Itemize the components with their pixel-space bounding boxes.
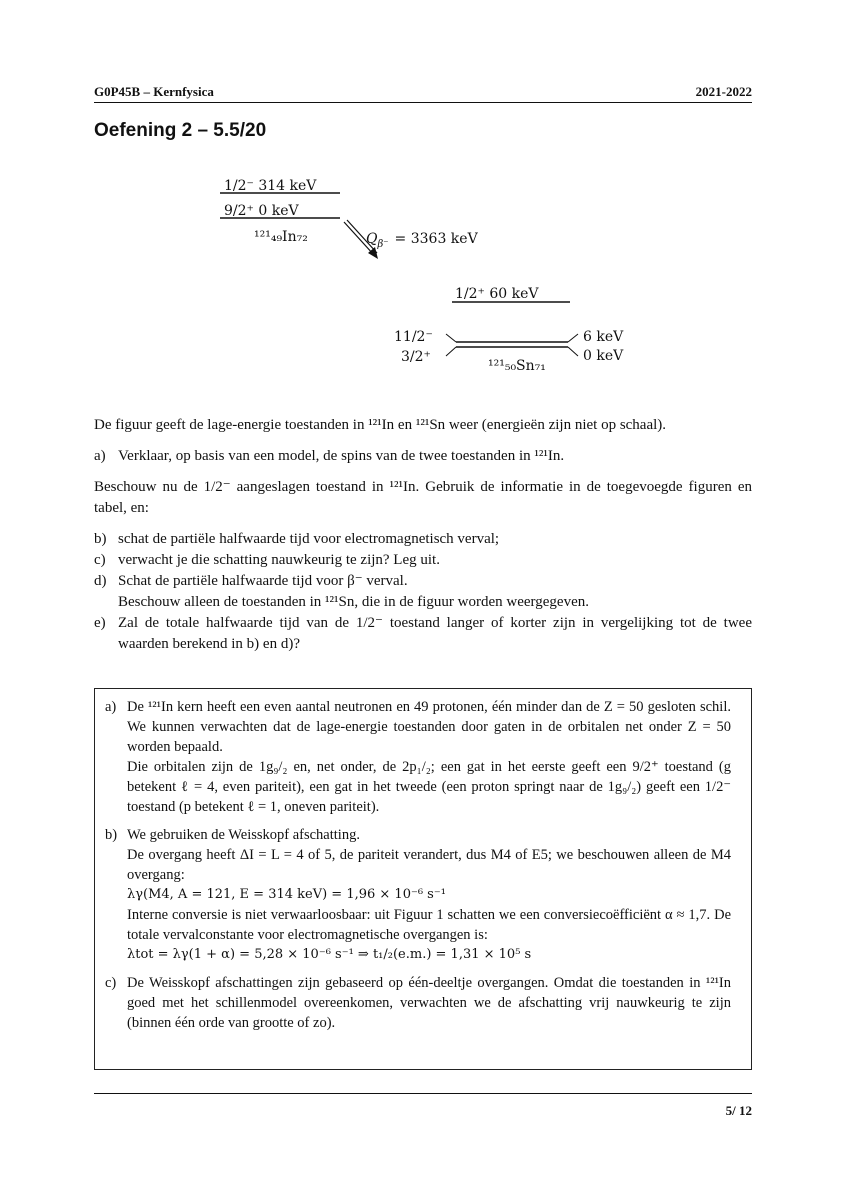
answer-b-p1: We gebruiken de Weisskopf afschatting. [127,827,360,843]
question-e: e) Zal de totale halfwaarde tijd van de 1/2⁻ toestand langer of korter zijn in vergelijking tot de twee waarden berekend in b) en d)? [94,615,752,652]
page-header [94,84,752,102]
sn-energy-b-label: 0 keV [583,348,624,364]
sn-energy-a-label: 6 keV [583,329,624,345]
answer-b: b) We gebruiken de Weisskopf afschatting. De overgang heeft ΔI = L = 4 of 5, de pariteit verandert, dus M4 of E5; we beschouwen alleen de M4 overgang: λγ(M4, A = 121, E = 314 keV) = 1,96 × 10⁻⁶ s⁻¹ Interne conversie is niet verwaarloosbaar: uit Figuur 1 schatten we een conversiecoëfficiënt α ≈ 1,7. De totale vervalconstante voor electromagnetische overgangen is: λtot = λγ(1 + α) = 5,28 × 10⁻⁶ s⁻¹ ⇒ t₁/₂(e.m.) = 1,31 × 10⁵ s [105,825,731,965]
level-scheme-diagram [0,160,846,390]
answer-b-eq2: λtot = λγ(1 + α) = 5,28 × 10⁻⁶ s⁻¹ ⇒ t₁/₂(e.m.) = 1,31 × 10⁵ s [127,947,532,962]
sn-level-top-label: 1/2⁺ 60 keV [455,286,539,302]
answer-a-p1: De ¹²¹In kern heeft een even aantal neutronen en 49 protonen, één minder dan de Z = 50 gesloten schil. We kunnen verwachten dat de lage-energie toestanden door gaten in de orbitalen net onder Z = 50 worden bepaald. [127,699,731,755]
answer-a: a) De ¹²¹In kern heeft een even aantal neutronen en 49 protonen, één minder dan de Z = 50 gesloten schil. We kunnen verwachten dat de lage-energie toestanden door gaten in de orbitalen net onder Z = 50 worden bepaald. Die orbitalen zijn de 1g₉/₂ en, net onder, de 2p₁/₂; een gat in het eerste geeft een 9/2⁺ toestand (g betekent ℓ = 4, even pariteit), een gat in het tweede (een proton springt naar de 1g₉/₂) geeft een 1/2⁻ toestand (p betekent ℓ = 1, oneven pariteit). [105,699,731,815]
intro-paragraph: De figuur geeft de lage-energie toestanden in ¹²¹In en ¹²¹Sn weer (energieën zijn niet op schaal). [94,417,667,433]
header-rule [94,102,752,103]
question-a: a) Verklaar, op basis van een model, de spins van de twee toestanden in ¹²¹In. [94,448,565,464]
answer-box [94,688,752,1070]
question-c: c) verwacht je die schatting nauwkeurig te zijn? Leg uit. [94,552,440,568]
academic-year: 2021-2022 [695,84,752,99]
in-level-2-label: 9/2⁺ 0 keV [224,203,299,219]
answer-c: c) De Weisskopf afschattingen zijn gebaseerd op één-deeltje overgangen. Omdat die toestanden in ¹²¹In goed met het schillenmodel overeenkomen, verwachten we de afschatting vrij nauwkeurig te zijn (binnen één orde van grootte of zo). [105,975,731,1031]
sn-nucleus-label: ¹²¹₅₀Sn₇₁ [488,358,546,374]
q-value-label: $Q_{\beta^-} = 3363$ keV [366,231,478,250]
course-title: G0P45B – Kernfysica [94,84,214,99]
in-nucleus-label: ¹²¹₄₉In₇₂ [254,229,308,245]
problem-text [94,415,752,655]
sn-spin-a-label: 11/2⁻ [394,329,433,345]
answer-b-p2: De overgang heeft ΔI = L = 4 of 5, de pariteit verandert, dus M4 of E5; we beschouwen alleen de M4 overgang: [127,847,731,883]
question-b: b) schat de partiële halfwaarde tijd voor electromagnetisch verval; [94,531,500,547]
exercise-title: Oefening 2 – 5.5/20 [94,120,267,141]
consider-paragraph: Beschouw nu de 1/2⁻ aangeslagen toestand in ¹²¹In. Gebruik de informatie in de toegevoegde figuren en tabel, en: [94,479,752,516]
footer-rule [94,1093,752,1094]
page-number: 5/ 12 [725,1103,752,1118]
in-level-1-label: 1/2⁻ 314 keV [224,178,317,194]
answer-b-eq1: λγ(M4, A = 121, E = 314 keV) = 1,96 × 10⁻⁶ s⁻¹ [127,887,446,902]
answer-b-p3: Interne conversie is niet verwaarloosbaar: uit Figuur 1 schatten we een conversiecoëfficiënt α ≈ 1,7. De totale vervalconstante voor electromagnetische overgangen is: [127,907,731,943]
question-d: d) Schat de partiële halfwaarde tijd voor β⁻ verval. Beschouw alleen de toestanden in ¹²¹Sn, die in de figuur worden weergegeven. [94,573,589,610]
answer-a-p2: Die orbitalen zijn de 1g₉/₂ en, net onder, de 2p₁/₂; een gat in het eerste geeft een 9/2⁺ toestand (g betekent ℓ = 4, even pariteit), een gat in het tweede (een proton springt naar de 1g₉/₂) geeft een 1/2⁻ toestand (p betekent ℓ = 1, oneven pariteit). [127,759,731,815]
sn-spin-b-label: 3/2⁺ [401,349,431,365]
answer-c-p1: De Weisskopf afschattingen zijn gebaseerd op één-deeltje overgangen. Omdat die toestanden in ¹²¹In goed met het schillenmodel overeenkomen, verwachten we de afschatting vrij nauwkeurig te zijn (binnen één orde van grootte of zo). [127,975,731,1031]
